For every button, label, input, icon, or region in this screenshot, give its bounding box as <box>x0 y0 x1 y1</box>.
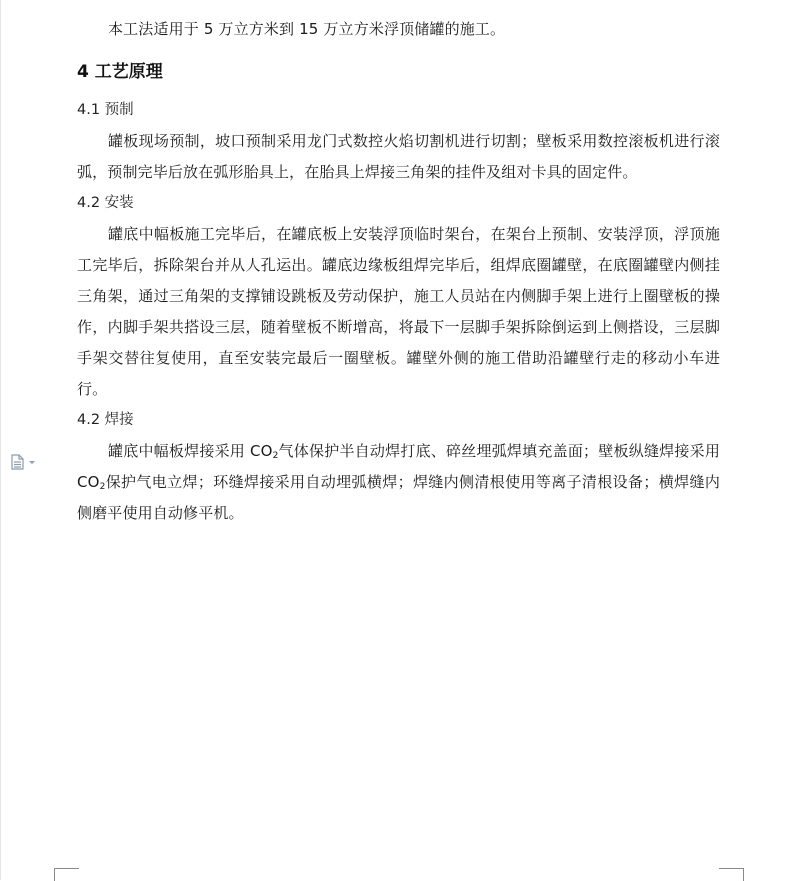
intro-paragraph: 本工法适用于 5 万立方米到 15 万立方米浮顶储罐的施工。 <box>108 20 506 38</box>
paragraph-4-2-install: 罐底中幅板施工完毕后，在罐底板上安装浮顶临时架台，在架台上预制、安装浮顶，浮顶施工完毕后，拆除架台并从人孔运出。罐底边缘板组焊完毕后，组焊底圈罐壁，在底圈罐壁内侧挂三角架，通过三角架的支撑铺设跳板及劳动保护，施工人员站在内侧脚手架上进行上圈壁板的操作，内脚手架共搭设三层，随着壁板不断增高，将最下一层脚手架拆除倒运到上侧搭设，三层脚手架交替往复使用，直至安装完最后一圈壁板。罐壁外侧的施工借助沿罐壁行走的移动小车进行。 <box>77 225 720 398</box>
co2-subscript-1: 2 <box>272 451 279 461</box>
paragraph-4-2-welding <box>77 436 720 529</box>
paragraph-4-1: 罐板现场预制，坡口预制采用龙门式数控火焰切割机进行切割；壁板采用数控滚板机进行滚弧，预制完毕后放在弧形胎具上，在胎具上焊接三角架的挂件及组对卡具的固定件。 <box>77 132 720 181</box>
document-options-icon[interactable] <box>9 453 39 471</box>
welding-text-part2: 气体保护半自动焊打底、碎丝埋弧焊填充盖面；壁板纵缝焊接采用 CO <box>77 442 720 491</box>
document-body[interactable] <box>77 14 720 529</box>
subheading-4-2-welding: 4.2 焊接 <box>77 412 134 428</box>
co2-subscript-2: 2 <box>99 482 106 492</box>
welding-text-part3: 保护气电立焊；环缝焊接采用自动埋弧横焊；焊缝内侧清根使用等离子清根设备；横焊缝内侧磨平使用自动修平机。 <box>77 473 720 522</box>
section-heading: 4 工艺原理 <box>77 62 163 82</box>
subheading-4-2-install: 4.2 安装 <box>77 195 134 211</box>
page-left-edge <box>0 0 1 880</box>
page-corner-mark-right <box>719 868 744 881</box>
page-corner-mark-left <box>54 868 79 881</box>
welding-text-part1: 罐底中幅板焊接采用 CO <box>108 442 273 460</box>
subheading-4-1: 4.1 预制 <box>77 102 134 118</box>
